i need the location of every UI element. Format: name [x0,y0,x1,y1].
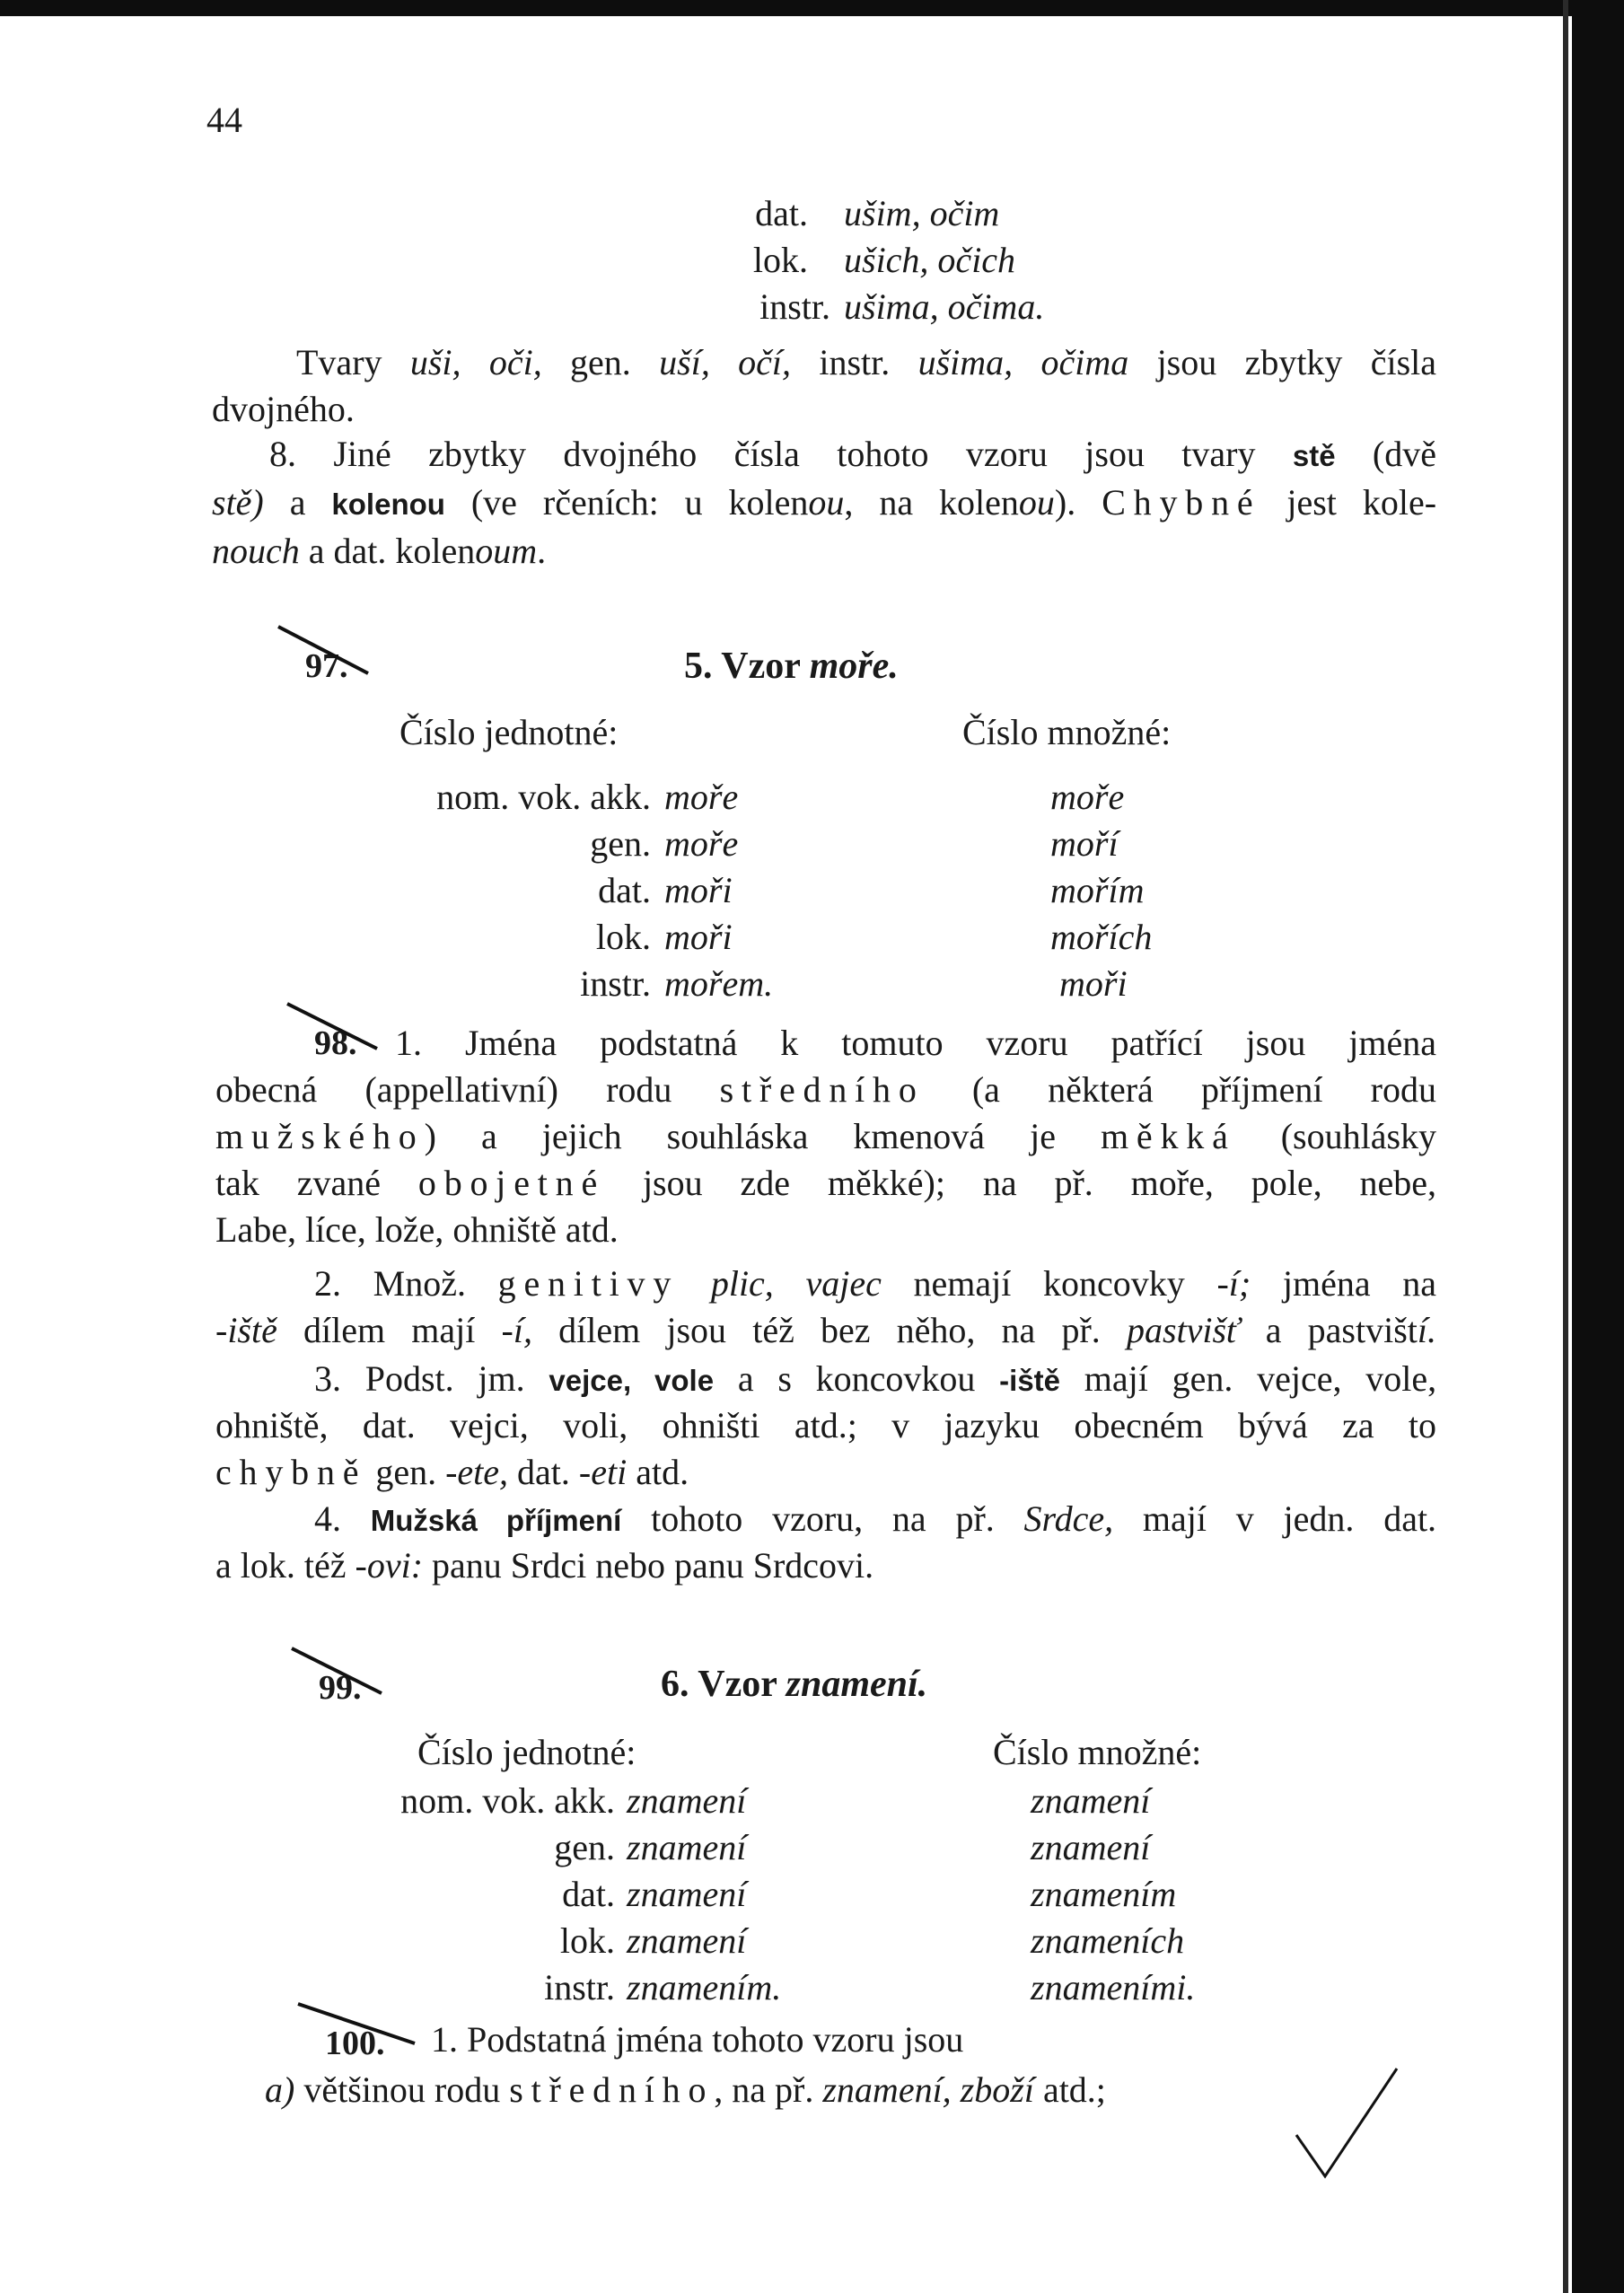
plural-form: moří [1050,823,1119,864]
paragraph-line: obecná (appellativní) rodu středního (a některá příjmení rodu [215,1069,1437,1110]
singular-form: znamení [627,1827,747,1867]
paragraph-line: a lok. též -ovi: panu Srdci nebo panu Srdcovi. [215,1545,874,1586]
case-label: instr. [544,1967,615,2007]
case-forms: ušich, očich [844,240,1016,280]
case-label: nom. vok. akk. [436,777,651,817]
pencil-strike-icon [292,1648,391,1702]
case-label: lok. [559,1920,615,1961]
plural-form: znamením [1031,1874,1177,1914]
case-label: gen. [590,823,651,864]
paragraph-line: Labe, líce, lože, ohniště atd. [215,1209,619,1250]
singular-form: moře [664,823,739,864]
plural-form: mořím [1050,870,1145,910]
singular-form: moři [664,917,733,957]
singular-form: moře [664,777,739,817]
pencil-strike-icon [287,1004,386,1058]
case-forms: ušim, očim [844,193,1000,233]
case-label: lok. [752,240,808,280]
paragraph-line: 8. Jiné zbytky dvojného čísla tohoto vzoru jsou tvary stě (dvě [269,434,1436,474]
page-number: 44 [206,100,242,140]
paragraph-line: stě) a kolenou (ve rčeních: u kolenou, na kolenou). Chybné jest kole- [212,482,1437,523]
case-forms: ušima, očima. [844,286,1045,327]
plural-form: znameních [1031,1920,1185,1961]
singular-header: Číslo jednotné: [399,712,619,752]
plural-form: znamení [1031,1827,1151,1867]
plural-header: Číslo množné: [993,1732,1202,1772]
pencil-strike-icon [298,2004,424,2058]
paragraph-line: chybně gen. -ete, dat. -eti atd. [215,1452,689,1492]
case-label: dat. [755,193,808,233]
section-heading: 6. Vzor znamení. [661,1664,928,1705]
paragraph-line: -iště dílem mají -í, dílem jsou též bez něho, na př. pastvišť a pastviští. [215,1310,1437,1350]
handwritten-section-mark: 100. [325,2024,385,2063]
singular-form: mořem. [664,963,774,1004]
handwritten-checkmark-icon [1293,2065,1400,2182]
case-label: dat. [562,1874,615,1914]
paragraph-line: ohniště, dat. vejci, voli, ohništi atd.; v jazyku obecném bývá za to [215,1405,1437,1445]
plural-form: znamení [1031,1780,1151,1821]
singular-form: moři [664,870,733,910]
case-label: instr. [759,286,830,327]
case-label: nom. vok. akk. [400,1780,615,1821]
paragraph-line: Tvary uši, oči, gen. uší, očí, instr. ušima, očima jsou zbytky čísla [296,342,1437,382]
case-label: lok. [595,917,651,957]
singular-form: znamením. [627,1967,782,2007]
singular-form: znamení [627,1874,747,1914]
plural-form: mořích [1050,917,1153,957]
paragraph-line: 4. Mužská příjmení tohoto vzoru, na př. Srdce, mají v jedn. dat. [314,1498,1437,1539]
pencil-strike-icon [278,627,377,681]
case-label: gen. [554,1827,615,1867]
section-heading: 5. Vzor moře. [684,646,899,687]
paragraph-line: dvojného. [212,389,355,429]
plural-form: moře [1050,777,1125,817]
singular-form: znamení [627,1780,747,1821]
handwritten-section-mark: 98. [314,1024,357,1063]
paragraph-line: 3. Podst. jm. vejce, vole a s koncovkou -iště mají gen. vejce, vole, [314,1358,1437,1399]
paragraph-line: a) většinou rodu středního, na př. znamení, zboží atd.; [265,2069,1106,2110]
singular-header: Číslo jednotné: [417,1732,636,1772]
handwritten-section-mark: 97. [305,646,348,686]
paragraph-line: 2. Množ. genitivy plic, vajec nemají koncovky -í; jména na [314,1263,1437,1304]
paragraph-line: mužského) a jejich souhláska kmenová je měkká (souhlásky [215,1116,1437,1156]
paragraph-line: tak zvané obojetné jsou zde měkké); na př. moře, pole, nebe, [215,1163,1437,1203]
plural-form: znameními. [1031,1967,1196,2007]
case-label: instr. [580,963,651,1004]
plural-form: moři [1059,963,1128,1004]
plural-header: Číslo množné: [962,712,1172,752]
paragraph-line: 1. Jména podstatná k tomuto vzoru patřící jsou jména [395,1023,1436,1063]
paragraph-line: 1. Podstatná jména tohoto vzoru jsou [431,2019,964,2060]
singular-form: znamení [627,1920,747,1961]
paragraph-line: nouch a dat. kolenoum. [212,531,547,571]
case-label: dat. [598,870,651,910]
handwritten-section-mark: 99. [319,1668,362,1708]
